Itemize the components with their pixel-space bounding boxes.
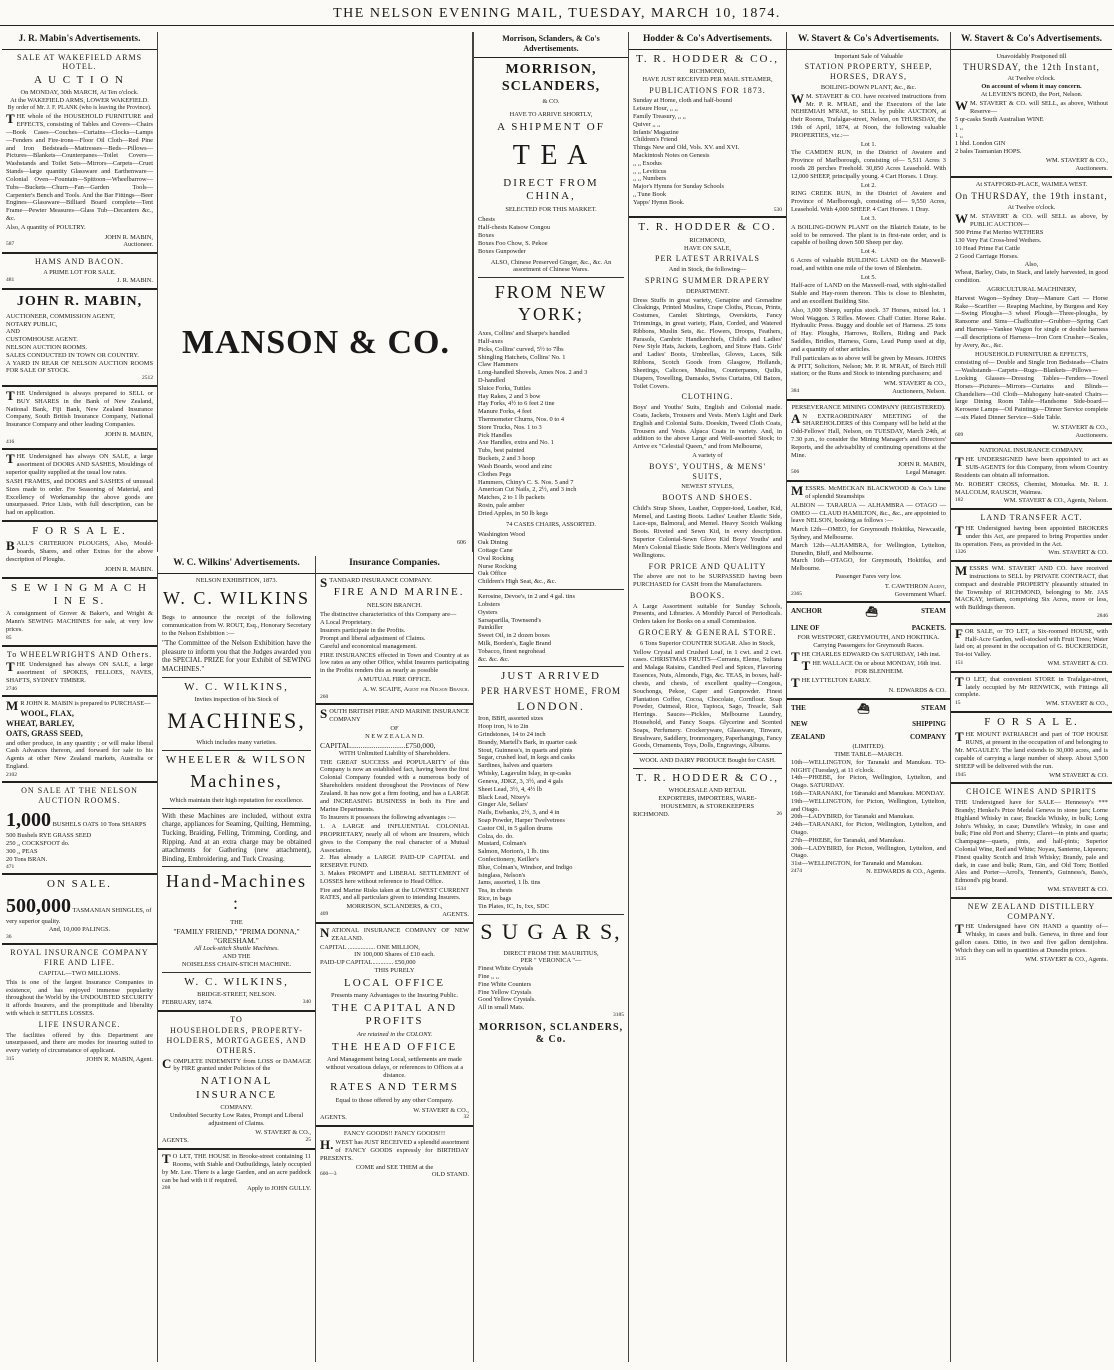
list-item: Oak Dining	[478, 539, 508, 547]
list-item: Clothes Pegs	[478, 470, 512, 478]
list-item: Fine White Counters	[478, 980, 532, 988]
list-item: 130 Very Fat Cross-bred Wethers.	[955, 237, 1042, 245]
list-item: WHEAT, BARLEY,	[6, 719, 75, 729]
list-item: Stout, Guinness's, in quarts and pints	[478, 746, 573, 754]
ad-title: SALE AT WAKEFIELD ARMS HOTEL.	[16, 52, 143, 72]
list-item: Brandy, Martell's Bark, in quarter cask	[478, 738, 577, 746]
list-item: Tin Plates, IC, Ix, Ixx, SDC	[478, 902, 549, 910]
manson-ad: MANSON & CO. 606	[157, 32, 473, 552]
list-item: A Local Proprietary.	[320, 619, 372, 627]
jrm-lines	[6, 313, 153, 376]
list-item: Sarsaparilla, Townsend's	[478, 616, 542, 624]
list-item: Yapps' Hymn Book.	[633, 198, 685, 206]
list-item: Soap Powder, Harper Twelvetrees	[478, 816, 565, 824]
list-item: Finest White Crystals	[478, 965, 534, 973]
list-item: Store Trucks, Nos. 1 to 3	[478, 423, 542, 431]
list-item: Tubs, best painted	[478, 447, 525, 455]
list-item: ,, Tune Book	[633, 191, 667, 199]
timetable-list	[791, 759, 946, 868]
list-item: ,, ,, Exodus	[633, 159, 662, 167]
list-item: Grindstones, 14 to 24 inch	[478, 731, 546, 738]
list-item: Insurers participate in the Profits.	[320, 627, 406, 635]
manson-title: MANSON & CO.	[182, 324, 450, 361]
list-item: 3. Makes PROMPT and LIBERAL SETTLEMENT of LOSSES here without reference to Head Office.	[320, 870, 469, 885]
list-item: 2 Good Carriage Horses.	[955, 252, 1019, 260]
list-item: Milk, Borden's, Eagle Brand	[478, 639, 552, 647]
list-item: D-handled	[478, 376, 505, 384]
list-item: Quiver ,, ,,	[633, 120, 661, 128]
list-item: NOTARY PUBLIC,	[6, 320, 58, 328]
list-item: 27th—PHŒBE, for Taranaki, and Manukau.	[791, 836, 905, 844]
list-item: Cottage Cane	[478, 547, 513, 554]
list-item: Hoop iron, ⅛ to 2in	[478, 723, 529, 731]
list-item: Jams, assorted, 1 lb. tins	[478, 879, 541, 887]
list-item: 16th—TARANAKI, for Taranaki and Manukau. MONDAY.	[791, 789, 945, 797]
list-item: Oysters	[478, 608, 498, 616]
list-item: 5 qr-casks South Australian WINE	[955, 116, 1044, 124]
list-item: Black Lead, Nixey's	[478, 793, 530, 801]
list-item: Family Treasury, ,, ,,	[633, 112, 686, 120]
wine-list	[955, 116, 1108, 155]
list-item: Mackintosh Notes on Genesis	[633, 152, 710, 160]
list-item: March 12th—ALHAMBRA, for Wellington, Lyttelton, Dunedin, Bluff, and Melbourne.	[791, 541, 946, 557]
list-item: Good Yellow Crystals.	[478, 996, 536, 1004]
sailings-list	[791, 526, 946, 573]
list-item: Fine Yellow Crystals	[478, 988, 532, 996]
list-item: Chests	[478, 216, 496, 224]
list-item: Leisure Hour, ,, ,,	[633, 105, 678, 113]
list-item: Sluice Forks, Tuttles	[478, 384, 531, 392]
list-item: Hay Rakes, 2 and 3 bow	[478, 392, 541, 400]
features-list	[320, 619, 469, 650]
list-item: 2 bales Tasmanian HOPS.	[955, 147, 1022, 155]
list-item: Long-handled Shovels, Ames Nos. 2 and 3	[478, 369, 588, 377]
list-item: Manure Forks, 4 feet	[478, 408, 532, 416]
section-header: J. R. Mabin's Advertisements.	[2, 32, 157, 50]
column-mabin: J. R. Mabin's Advertisements. SALE AT WAKEFIELD ARMS HOTEL. A U C T I O N On MONDAY, 30th MARCH, At Ten o'clock. At the WAKEFIELD ARMS, LOWER WAKEFIELD. By order of Mr. J. F. PLANK (who is leaving the Province). THE whole of the HOUSEHOLD FURNITURE and EFFECTS, consisting of Tables and Covers—Chairs—Book Cases—Couches—Curtains—Clocks—Lamps—Fenders and Fire-irons—Floor Oil Cloth—Red Pine and Iron Bedsteads—Mattresses—Beds—Pillows—Pictures—Blankets—Counterpanes—Toilet Covers—Washstands and Toilet Sets—Mirrors—Carpets—Cruet Stands—large quantity Glassware and Earthenware—Colonial Oven—Fountain—Spittoon—Wheelbarrow—Tubs—Buckets—Churn—Fan—Garden Tools—Carpenter's Bench and Tools. And the Bar Fittings—Beer Engines—Glassware—Billiard Board complete—Tent Frame—Pewter Measures—Glass Tub—Decanters &c., &c. Also, A quantity of POULTRY. JOHN R. MABIN, 587 Auctioneer. HAMS AND BACON. A PRIME LOT FOR SALE. 481 J. R. MABIN. JOHN R. MABIN, AUCTIONEER, COMMISSION AGENT, NOTARY PUBLIC, AND CUSTOMHOUSE AGENT. NELSON AUCTION ROOMS. SALES CONDUCTED IN TOWN OR COUNTRY. A YARD IN REAR OF NELSON AUCTION ROOMS FOR SALE OF STOCK. 2512 THE Undersigned is always prepared to SELL or BUY SHARES in the Bank of New Zealand, National Bank, Fiji Bank, New Zealand Insurance Company, South British Insurance Company, National Insurance Company and other leading Companies. JOHN R. MABIN, 416 THE Undersigned has always ON SALE, a large assortment of DOORS AND SASHES, Mouldings of superior quality supplied at the usual low rates. SASH FRAMES, and DOORS and SASHES of unusual Sizes made to order. Fre Seasoning of Material, and Excellency of Workmanship the above goods are unsurpassed. Price Lists, with full description, can be had on application. F O R S A L E. BALL'S CRITERION PLOUGHS, Also, Mould-boards, Shares, and other Extras for the above description of Ploughs. JOHN R. MABIN. S E W I N G M A C H I N E S. A consignment of Grover & Baker's, and Wright & Mann's SEWING MACHINES for sale, at very low prices. 85 To WHEELWRIGHTS AND Others. THE Undersigned has always ON SALE, a large assortment of SPOKES, FELLOES, NAVES, SHAFTS, SYDNEY TIMBER. 2746 MR JOHN R. MABIN is prepared to PURCHASE— WOOL, FLAX, WHEAT, BARLEY, OATS, GRASS SEED, and other produce, in any quantity ; or will make liberal Cash Advances thereon, and forward for sale to his Agents at other New Zealand markets, Australia or England. 2102 ON SALE AT THE NELSON AUCTION ROOMS. 1,000 BUSHELS OATS 10 Tons SHARPS 500 Bushels RYE GRASS SEED 250 ,, COCKSFOOT do. 300 ,, PEAS 20 Tons BRAN. 471 ON SALE. 500,000 TASMANIAN SHINGLES, of very superior quality. And, 10,000 PALINGS. 36 ROYAL INSURANCE COMPANY FIRE AND LIFE. CAPITAL—TWO MILLIONS. This is one of the largest Insurance Companies in existence, and has enjoyed immense popularity throughout the World by the UNDOUBTED SECURITY it affords Insurers, and the promptitude and liberality with which it SETTLES LOSSES. LIFE INSURANCE. The facilities offered by this Department are unsurpassed, and there are modes for insuring suited to every variety of circumstance of applicant. 315 JOHN R. MABIN, Agent.	[2, 32, 157, 1362]
list-item: Tea, in chests	[478, 887, 513, 895]
list-item: Thermometer Churns, Nos. 0 to 4	[478, 416, 565, 423]
list-item: Major's Hymns for Sunday Schools	[633, 183, 724, 191]
list-item: ,, ,, Numbers	[633, 175, 667, 183]
list-item: Buckets, 2 and 3 hoop	[478, 455, 535, 463]
teas-list	[478, 216, 624, 255]
list-item: Mustard, Colman's	[478, 840, 527, 848]
list-item: Castor Oil, in 5 gallon drums	[478, 824, 553, 832]
list-item: American Cut Nails, 2, 2½, and 3 inch	[478, 486, 577, 494]
list-item: 10th—WELLINGTON, for Taranaki and Manukau. TO-NIGHT (Tuesday), at 11 o'clock.	[791, 758, 946, 774]
column-morrison: Morrison, Sclanders, & Co's Advertisements. MORRISON, SCLANDERS, & CO. HAVE TO ARRIVE SHORTLY, A SHIPMENT OF T E A DIRECT FROM CHINA, SELECTED FOR THIS MARKET. Chests Half-chests Kaisow Congou Boxes Boxes Foo Chow, S. Pekoe Boxes Gunpowder ALSO, Chinese Preserved Ginger, &c., &c. An assortment of Chinese Wares. FROM NEW YORK; Axes, Collins' and Sharpe's handled Half-axes Picks, Collins' curved, 5½ to 7lbs Shingling Hatchets, Collins' No. 1 Claw Hammers Long-handled Shovels, Ames Nos. 2 and 3 D-handled Sluice Forks, Tuttles Hay Rakes, 2 and 3 bow Hay Forks, 4½ to 6 feet 2 tine Manure Forks, 4 feet Thermometer Churns, Nos. 0 to 4 Store Trucks, Nos. 1 to 3 Pick Handles Axe Handles, extra and No. 1 Tubs, best painted Buckets, 2 and 3 hoop Wash Boards, wood and zinc Clothes Pegs Hammers, Chiny's C. S. Nos. 5 and 7 American Cut Nails, 2, 2½, and 3 inch Matches, 2 to 1 lb packets Rosin, pale amber Dried Apples, in 50 lb kegs 74 CASES CHAIRS, ASSORTED. Washington Wood Oak Dining Cottage Cane Oval Rocking Nurse Rocking Oak Office Children's High Seat, &c., &c. Kerosine, Devoe's, in 2 and 4 gal. tins Lobsters Oysters Sarsaparilla, Townsend's Painkiller Sweet Oil, in 2 dozen boxes Milk, Borden's, Eagle Brand Tobacco, finest negrohead &c. &c. &c. JUST ARRIVED PER HARVEST HOME, FROM LONDON. Iron, BBH, assorted sizes Hoop iron, ⅛ to 2in Grindstones, 14 to 24 inch Brandy, Martell's Bark, in quarter cask Stout, Guinness's, in quarts and pints Sugar, crushed loaf, in kegs and casks Sardines, halves and quarters Whisky, Lagavulin Islay, in qr-casks Geneva, JDKZ, 3, 3½, and 4 gals Sheet Lead, 3½, 4, 4½ lb Black Lead, Nixey's Ginger Ale, Sellars' Nails, Ewbanks, 2½, 3, and 4 in Soap Powder, Harper Twelvetrees Castor Oil, in 5 gallon drums Colza, do. do. Mustard, Colman's Salmon, Morton's, 1 lb. tins Confectionery, Keiller's Blue, Colman's, Windsor, and Indigo Isinglass, Nelson's Jams, assorted, 1 lb. tins Tea, in chests Rice, in bags Tin Plates, IC, Ix, Ixx, SDC S U G A R S, DIRECT FROM THE MAURITIUS, PER " VERONICA "— Finest White Crystals Fine ,, ,, Fine White Counters Fine Yellow Crystals Good Yellow Crystals. All in small Mats. 3185 MORRISON, SCLANDERS, & Co.	[473, 32, 628, 1362]
ny-list	[478, 330, 624, 518]
list-item: Ginger Ale, Sellars'	[478, 801, 528, 809]
list-item: 24th—TARANAKI, for Picton, Wellington, Lyttelton, and Otago.	[791, 821, 946, 837]
list-item: Isinglass, Nelson's	[478, 871, 526, 879]
list-item: 250 ,, COCKSFOOT do.	[6, 840, 70, 848]
sugar-list	[478, 965, 624, 1012]
list-item: AND	[6, 328, 20, 336]
list-item: Prompt and liberal adjustment of Claims.	[320, 635, 426, 643]
list-item: Tobacco, finest negrohead	[478, 647, 546, 655]
list-item: AUCTIONEER, COMMISSION AGENT,	[6, 312, 115, 320]
list-item: 1 ,,	[955, 124, 963, 132]
list-item: Washington Wood	[478, 531, 525, 539]
ad-subtitle: A U C T I O N	[34, 74, 125, 87]
list-item: Fine ,, ,,	[478, 972, 499, 980]
oats-list	[6, 832, 153, 863]
list-item: Nails, Ewbanks, 2½, 3, and 4 in	[478, 809, 560, 817]
stock-list	[955, 229, 1108, 260]
column-hodder: Hodder & Co's Advertisements. T. R. HODDER & CO., RICHMOND, HAVE JUST RECEIVED PER MAIL STEAMER, PUBLICATIONS FOR 1873. Sunday at Home, cloth and half-bound Leisure Hour, ,, ,, Family Treasury, ,, ,, Quiver ,, ,, Infants' Magazine Children's Friend Things New and Old, Vols. XV. and XVI. Mackintosh Notes on Genesis ,, ,, Exodus ,, ,, Leviticus ,, ,, Numbers Major's Hymns for Sunday Schools ,, Tune Book Yapps' Hymn Book. 530 T. R. HODDER & CO. RICHMOND, HAVE ON SALE, PER LATEST ARRIVALS And in Stock, the following— SPRING SUMMER DRAPERY DEPARTMENT. Dress Stuffs in great variety, Genapine and Grenadine Cloakings, Printed Muslins, Crape Cloths, Piccas, Prints, Costumes, Camlet Shirtings, Overskirts, Fancy Trimmings, in great variety, Plain, Corded, and Watered Ribbons, Muslin Sets, &c. Flowers, Droops, Feathers, Parasols, Cambric Handkerchiefs, Child's and Ladies' New Style Hats, Jackets, Leghorn, and Straw Hats. Girls' and Ladies' Boots, Umbrellas, Gloves, Laces, Silk Ribbons, Scotch Goods from Glasgow, Hollands, Sheetings, Calicoes, Muslins, Counterpanes, Quilts, Diapers, Towelling, Damasks, Swiss Curtains, Oil Baizes, Toilet Covers. CLOTHING. Boys' and Youths' Suits, English and Colonial made. Coats, Jackets, Trousers and Vests. Men's Light and Dark English and Colonial Suits. Doeskin, Tweed Cloth Coats, Trousers and Vests. Alpaca Coats in variety. And, in addition to the above Large and Well-assorted Stock; to Arrive ex "Celestial Queen," and from Melbourne, A variety of BOYS', YOUTHS, & MENS' SUITS, NEWEST STYLES, BOOTS AND SHOES. Child's Strap Shoes, Leather, Copper-toed, Leather, Kid, Memel, and Lasting Boots. Ladies' Leather Elastic Side, Lace-ups, Balmoral, and Memel. Heavy Scotch Walking Boots. Riveted and Sewn Kid, in every description. Superior Colonial-Sewn Glove Kid Boys' Youths' and Men's Colonial Elastic Side Boots. Men's Wellingtons and Wellingtons. FOR PRICE AND QUALITY The above are not to be SURPASSED having been PURCHASED for CASH from the Manufacturers. BOOKS. A Large Assortment suitable for Sunday Schools, Presents, and Libraries. A Monthly Parcel of Periodicals. Orders taken for Books on a small Commission. GROCERY & GENERAL STORE. 6 Tons Superior COUNTER SUGAR. Also in Stock, Yellow Crystal and Crushed Loaf, in 1 cwt. and 2 cwt. cases. CHRISTMAS FRUITS—Currants, Eleme, Sultana and Malaga Raisins, Candied Peel and Spices, Flavoring Essences, Nuts, Almonds, Figs, &c. TEAS, in boxes, half-chests, and chests, of excellent quality—Congous, Souchongs, Pekoe, Caper and Gunpowder. Finest Plantation Coffee, Cocoa, Chocolate, Cornflour. Soap Powder, Oatmeal, Rice, Tapioca, Sago, Treacle, Salt Herrings. Sauces—Pickles, Melbourne Laundry, Household, and Fancy Soaps. Glycerine and Scented Soaps, Perfumery. Crockeryware, Glassware, Tinware, Brushware, Saddlery, Ironmongery, Paperhangings, Fancy Goods, Ornaments, Toys, Dolls, Engravings, Albums. WOOL AND DAIRY PRODUCE Bought for CASH. T. R. HODDER & CO., WHOLESALE AND RETAIL EXPORTERS, IMPORTERS, WARE- HOUSEMEN, & STOREKEEPERS RICHMOND. 26	[628, 32, 786, 1362]
list-item: 20 Tons BRAN.	[6, 855, 48, 863]
list-item: ,, ,, Leviticus	[633, 167, 667, 175]
list-item: Dried Apples, in 50 lb kegs	[478, 509, 548, 517]
list-item: Blue, Colman's, Windsor, and Indigo	[478, 863, 573, 871]
list-item: 300 ,, PEAS	[6, 848, 38, 855]
list-item: Claw Hammers	[478, 361, 518, 369]
list-item: Hammers, Chiny's C. S. Nos. 5 and 7	[478, 478, 574, 486]
list-item: &c. &c. &c.	[478, 655, 510, 663]
list-item: 1 ,,	[955, 132, 963, 140]
list-item: Oak Office	[478, 570, 507, 578]
list-item: Wash Boards, wood and zinc	[478, 462, 553, 470]
list-item: Half-chests Kaisow Congou	[478, 224, 551, 232]
list-item: Half-axes	[478, 337, 503, 345]
list-item: 1. A LARGE and INFLUENTIAL COLONIAL PROPRIETARY, nearly all of whom are Insurers, which gives to the Company the real character of a Mutual Association.	[320, 823, 469, 854]
list-item: SALES CONDUCTED IN TOWN OR COUNTRY.	[6, 351, 139, 359]
list-item: Boxes	[478, 232, 494, 240]
list-item: Kerosine, Devoe's, in 2 and 4 gal. tins	[478, 593, 575, 601]
list-item: Nurse Rocking	[478, 562, 517, 570]
london-list	[478, 715, 624, 910]
list-item: 19th—WELLINGTON, for Picton, Wellington, Lyttelton, and Otago.	[791, 797, 946, 813]
misc-list	[478, 593, 624, 663]
list-item: Hay Forks, 4½ to 6 feet 2 tine	[478, 400, 555, 408]
list-item: Shingling Hatchets, Collins' No. 1	[478, 353, 566, 361]
list-item: 500 Bushels RYE GRASS SEED	[6, 832, 92, 840]
list-item: Matches, 2 to 1 lb packets	[478, 494, 545, 502]
list-item: Confectionery, Keiller's	[478, 856, 539, 863]
list-item: Sugar, crushed loaf, in kegs and casks	[478, 754, 575, 762]
produce-list	[6, 709, 153, 738]
list-item: Picks, Collins' curved, 5½ to 7lbs	[478, 345, 564, 353]
list-item: 30th—LADYBIRD, for Picton, Wellington, Lyttelton, and Otago.	[791, 844, 946, 860]
list-item: 500 Prime Fat Merino WETHERS	[955, 229, 1044, 237]
list-item: 1 hhd. London GIN	[955, 139, 1006, 147]
list-item: Whisky, Lagavulin Islay, in qr-casks	[478, 770, 572, 778]
list-item: All in small Mats.	[478, 1004, 525, 1012]
column-insurance: Insurance Companies. STANDARD INSURANCE COMPANY. FIRE AND MARINE. NELSON BRANCH. The distinctive characteristics of this Company are— A Local Proprietary. Insurers participate in the Profits. Prompt and liberal adjustment of Claims. Careful and economical management. FIRE INSURANCES effected in Town and Country at as low rates as any other Office, whilst Insurers participating in the Profits renders this as nearly as possible A MUTUAL FIRE OFFICE. A. W. SCAIFE, Agent for Nelson Branch. 260 SOUTH BRITISH FIRE AND MARINE INSURANCE COMPANY OF N E W Z E A L A N D. CAPITAL.............................£750,000, WITH Unlimited Liability of Shareholders. THE GREAT SUCCESS and POPULARITY of this Company is now an established fact, having been the first Colonial Company founded with a numerous body of Shareholders resident throughout the Provinces of New Zealand. It has now got a firm footing, and has a LARGE and INCREASING BUSINESS in both its Fire and Marine Departments. To Insurers it possesses the following advantages :— 1. A LARGE and INFLUENTIAL COLONIAL PROPRIETARY, nearly all of whom are Insurers, which gives to the Company the real character of a Mutual Association. 2. Has already a LARGE PAID-UP CAPITAL and RESERVE FUND. 3. Makes PROMPT and LIBERAL SETTLEMENT of LOSSES here without reference to Head Office. Fire and Marine Risks taken at the LOWEST CURRENT RATES, and all particulars given to intending Insurers. MORRISON, SCLANDERS, & CO., 409 AGENTS. NATIONAL INSURANCE COMPANY OF NEW ZEALAND. CAPITAL ................. ONE MILLION, IN 100,000 Shares of £10 each. PAID-UP CAPITAL............. £50,000 THIS PURELY LOCAL OFFICE Presents many Advantages to the Insuring Public. THE CAPITAL AND PROFITS Are retained in the COLONY. THE HEAD OFFICE And Management being Local, settlements are made without vexatious delays, or references to Offices at a distance. RATES AND TERMS Equal to those offered by any other Company. W. STAVERT & CO., AGENTS. 32 FANCY GOODS!! FANCY GOODS!!! H.WEST has JUST RECEIVED a splendid assortment of FANCY GOODS expressly for BIRTHDAY PRESENTS. COME and SEE THEM at the 600—3 OLD STAND.	[315, 556, 473, 1362]
chairs-list	[478, 531, 624, 586]
list-item: Pick Handles	[478, 431, 512, 439]
column-wilkins: W. C. Wilkins' Advertisements. NELSON EXHIBITION, 1873. W. C. WILKINS Begs to announce the receipt of the following communication from W. ROUT, Esq., Honorary Secretary to the Nelson Exhibition :— "The Committee of the Nelson Exhibition have the pleasure to inform you that the Judges awarded you the SPECIAL PRIZE for your Exhibit of SEWING MACHINES." W. C. WILKINS, Invites inspection of his Stock of MACHINES, Which includes many varieties. WHEELER & WILSON Machines, Which maintain their high reputation for excellence. With these Machines are included, without extra charge, appliances for Seaming, Quilting, Hemming, Tucking, Braiding, Felling, Trimming, Cording, and Ripping. And at an extra charge may be obtained attachments for Gathering (new attachment), Binding, Embroidering, and Tuck Creasing. Hand-Machines : THE "FAMILY FRIEND," "PRIMA DONNA," "GRESHAM." All Lock-stitch Shuttle Machines. AND THE NOISELESS CHAIN-STICH MACHINE. W. C. WILKINS, BRIDGE-STREET, NELSON. FEBRUARY, 1874. 340 TO HOUSEHOLDERS, PROPERTY-HOLDERS, MORTGAGEES, AND OTHERS. COMPLETE INDEMNITY from LOSS or DAMAGE by FIRE granted under Policies of the NATIONAL INSURANCE COMPANY. Undoubted Security Low Rates, Prompt and Liberal adjustment of Claims. W. STAVERT & CO., AGENTS. 25 TO LET, THE HOUSE in Brooke-street containing 11 Rooms, with Stable and Outbuildings, lately occupied by Mr. Lee. There is a large Garden, and an acre paddock can be had with it if required. 208 Apply to JOHN GULLY.	[157, 556, 315, 1362]
list-item: A YARD IN REAR OF NELSON AUCTION ROOMS FOR SALE OF STOCK.	[6, 359, 153, 375]
list-item: 31st—WELLINGTON, for Taranaki and Manukau.	[791, 860, 923, 868]
column-stavert-2: W. Stavert & Co's Advertisements. Unavoidably Postponed till THURSDAY, the 12th Instant, At Twelve o'clock. On account of whom it may concern. At LEVIEN'S BOND, the Port, Nelson. WM. STAVERT & CO. will SELL, as above, Without Reserve— 5 qr-casks South Australian WINE 1 ,, 1 ,, 1 hhd. London GIN 2 bales Tasmanian HOPS. WM. STAVERT & CO., Auctioneers. At STAFFORD-PLACE, WAIMEA WEST. On THURSDAY, the 19th instant, At Twelve o'clock. WM. STAVERT & CO. will SELL as above, by PUBLIC AUCTION— 500 Prime Fat Merino WETHERS 130 Very Fat Cross-bred Wethers. 10 Head Prime Fat Cattle 2 Good Carriage Horses. Also, Wheat, Barley, Oats, in Stack, and lately harvested, in good condition. AGRICULTURAL MACHINERY, Harvest Wagon—Sydney Dray—Manure Cart — Horse Rake—Scarifier — Reaping Machine, by Burgess and Key—Swing Ploughs—3 wheel Plough—Three-ploughs, by Ransome and Sims—Chaffcutter—Grubber—Spring Cart and Harness—Yankee Wagon for single or double harness—all descriptions of Harness—Iron Corn Crusher—Scales, by Avery, &c., &c. HOUSEHOLD FURNITURE & EFFECTS, consisting of— Double and Single Iron Bedsteads—Chairs—Washstands—Carpets—Rugs—Blankets—Pillows—Looking Glasses—Dressing Tables—Fenders—Towel Horses—Pictures—Mirrors—Curtains and Blinds—Chandeliers—Oil Cloth—Mahogany hair-seated Chairs—large Dining Room Table—Handsome Side-board—Kerosene Lamps—Oil Paintings—Dinner Service complete—six Plated Dinner Service—Side Table. W. STAVERT & CO., 609 Auctioneers. NATIONAL INSURANCE COMPANY. THE UNDERSIGNED have been appointed to act as SUB-AGENTS for this Company, from whom Country Residents can obtain all information. Mr. ROBERT CROSS, Chemist, Motueka. Mr. R. J. MALCOLM, RAUSCH, Waimea. 182 WM. STAVERT & CO., Agents, Nelson. LAND TRANSFER ACT. THE Undersigned having been appointed BROKERS under this Act, are prepared to bring Properties under its operation. Fees, as provided in the Act. 1326 Wm. STAVERT & CO. MESSRS WM. STAVERT AND CO. have received instructions to SELL by PRIVATE CONTRACT, that compact and desirable PROPERTY pleasantly situated in the Township of RICHMOND, belonging to Mr. JAS MACKAY, tertiam, comprising Six Acres, more or less, with Buildings thereon. 2846 FOR SALE, or TO LET, a Six-roomed HOUSE, with Half-Acre Garden, well-stocked with Fruit Trees; Water laid on; at present in the occupation of G. BUCKERIDGE, Toi-toi Valley. 151 WM. STAVERT & CO. TO LET, that convenient STORE in Trafalgar-street, lately occupied by Mr RENWICK, with Fittings all complete. 15 WM. STAVERT & CO., F O R S A L E. THE MOUNT PATRIARCH and part of TOP HOUSE RUNS, at present in the occupation of and belonging to Mr. M'GAULEY. The land extends to 30,000 acres, and is capable of carrying a large number of sheep. About 3,500 SHEEP will be delivered with the run. 1945 WM STAVERT & CO. CHOICE WINES AND SPIRITS THE Undersigned have for SALE— Hennessy's *** Brandy; Henkel's Prize Medal Geneva in stone jars; Lorne Highland Whisky in case; Brackla Whisky, in bulk; Long John's Whisky, in case; Dunville's Whisky, in case and bulk; Fine old Port and Sherry; Claret—in pints and quarts; Champagne—quarts, pints, and half-pints; Superior Colonial Wine, Red and White; Noyau, Santerne, Liqueurs; Finest quality Scotch and Irish Whisky; Brandy, pale and dark, in case and bulk; Rum, Gin, and Old Tom; Bottled Ales and Porter—Arrol's, Tennent's, Guinness's, Bass's, Edmond's pig brand. 1534 WM. STAVERT & CO. NEW ZEALAND DISTILLERY COMPANY. THE Undersigned have ON HAND a quantity of— Whisky, in cases and bulk. Geneva, in three and four gallon cases. Ditto, in two and five gallon demijohns. Which they can sell in quantities at Dunedin prices. 3135 WM. STAVERT & CO., Agents.	[950, 32, 1112, 1362]
list-item: NELSON AUCTION ROOMS.	[6, 343, 88, 351]
list-item: Colza, do. do.	[478, 832, 514, 840]
list-item: Things New and Old, Vols. XV. and XVI.	[633, 144, 740, 152]
list-item: 2. Has already a LARGE PAID-UP CAPITAL and RESERVE FUND.	[320, 854, 469, 870]
steamship-icon: ⛴	[857, 703, 870, 715]
masthead: THE NELSON EVENING MAIL, TUESDAY, MARCH 10, 1874.	[0, 4, 1114, 26]
steamship-icon: ⛴	[865, 607, 878, 619]
pubs-list	[633, 97, 782, 206]
list-item: Children's Friend	[633, 136, 678, 144]
list-item: Lobsters	[478, 600, 501, 608]
list-item: Geneva, JDKZ, 3, 3½, and 4 gals	[478, 777, 564, 785]
list-item: March 16th—OTAGO, for Greymouth, Hokitika, and Melbourne.	[791, 557, 946, 573]
list-item: Children's High Seat, &c., &c.	[478, 578, 557, 586]
advantages-list	[320, 823, 469, 886]
list-item: Boxes Gunpowder	[478, 247, 526, 255]
list-item: Sheet Lead, 3½, 4, 4½ lb	[478, 785, 542, 793]
list-item: Painkiller	[478, 624, 503, 632]
list-item: Careful and economical management.	[320, 642, 417, 650]
list-item: 20th—LADYBIRD, for Taranaki and Manukau.	[791, 813, 915, 821]
list-item: Sweet Oil, in 2 dozen boxes	[478, 632, 550, 640]
list-item: Axes, Collins' and Sharpe's handled	[478, 330, 570, 338]
column-stavert-1: W. Stavert & Co's Advertisements. Important Sale of Valuable STATION PROPERTY, SHEEP, HORSES, DRAYS, BOILING-DOWN PLANT, &c., &c. WM. STAVERT & CO. have received instructions from Mr. P. R. M'RAE, and the Executors of the late NEHEMIAH M'RAE, to SELL by public AUCTION, at their Rooms, Trafalgar-street, Nelson, on THURSDAY, the 19th of April, 1874, at Noon, the following valuable PROPERTIES, viz.:— Lot 1. The CAMDEN RUN, in the District of Awatere and Province of Marlborough, consisting of— 5,511 Acres 3 roods 28 perches Freehold. 30,850 Acres Leasehold. With 12,000 SHEEP, principally young. 4 Cart Horses. 1 Dray. Lot 2. RING CREEK RUN, in the District of Awatere and Province of Marlborough, consisting of— 9,550 Acres, Leasehold. With 4,000 SHEEP. 4 Cart Horses. 1 Dray. Lot 3. A BOILING-DOWN PLANT on the Blairich Estate, to be sold to be removed. The plant is in first-rate order, and is capable of boiling down 500 Sheep per day. Lot 4. 6 Acres of valuable BUILDING LAND on the Maxwell-road, and within one mile of the town of Blenheim. Lot 5. Half-acre of LAND on the Maxwell-road, with sight-stalled Stable and Hay-room thereon. This is close to Blenheim, and an excellent Building Site. Also, 3,000 Sheep, surplus stock. 37 Horses, mixed lot. 1 Wool Waggon. 3 Rifles. Mower. Chaff Cutter. Horse Rake. Hydraulic Press. Buggy and double set of Harness. 25 tons of Hay. Ploughs, Harrows, Rollers, Riding and Pack Saddles, Bridles, Harness, Guns, Lead Pump used at dip, and a quantity of other articles. Full particulars as to above will be given by Messrs. JOHNS & PITT, Solicitors, Nelson; Mr. P. R. M'RAE, of Birch Hill station; or the Runs and Stock to intending purchasers; and WM. STAVERT & CO., 384 Auctioneers, Nelson. PERSEVERANCE MINING COMPANY (REGISTERED). AN EXTRAORDINARY MEETING of the SHAREHOLDERS of this Company will be held at the Odd-Fellows' Hall, Nelson, on TUESDAY, March 24th, at 7.30 p.m., to consider the Mining Manager's and Directors' Reports, and the advisability of continuing operations at the Mine. JOHN R. MABIN, 506 Legal Manager. MESSRS. McMECKAN BLACKWOOD & Co.'s Line of splendid Steamships ALBION — TARARUA — ALHAMBRA — OTAGO — OMEO — CLAUD HAMILTON, &c., &c., are appointed to leave NELSON, booking as follows :— March 12th—OMEO, for Greymouth Hokitika, Newcastle, Sydney, and Melbourne. March 12th—ALHAMBRA, for Wellington, Lyttelton, Dunedin, Bluff, and Melbourne. March 16th—OTAGO, for Greymouth, Hokitika, and Melbourne. Passenger Fares very low. T. CAWTHRON Agent, 2365 Government Wharf. ANCHOR ⛴ STEAM LINE OF PACKETS. FOR WESTPORT, GREYMOUTH, AND HOKITIKA. Carrying Passengers for Greymouth Races. THE CHARLES EDWARD On SATURDAY, 14th inst. THE WALLACE On or about MONDAY, 16th inst. FOR BLENHEIM. THE LYTTELTON EARLY. N. EDWARDS & CO. THE ⛴ STEAM NEW SHIPPING ZEALAND COMPANY (LIMITED). TIME TABLE—MARCH. 10th—WELLINGTON, for Taranaki and Manukau. TO-NIGHT (Tuesday), at 11 o'clock. 14th—PHŒBE, for Picton, Wellington, Lyttelton, and Otago. SATURDAY. 16th—TARANAKI, for Taranaki and Manukau. MONDAY. 19th—WELLINGTON, for Picton, Wellington, Lyttelton, and Otago. 20th—LADYBIRD, for Taranaki and Manukau. 24th—TARANAKI, for Picton, Wellington, Lyttelton, and Otago. 27th—PHŒBE, for Taranaki, and Manukau. 30th—LADYBIRD, for Picton, Wellington, Lyttelton, and Otago. 31st—WELLINGTON, for Taranaki and Manukau. 2474 N. EDWARDS & CO., Agents.	[786, 32, 950, 1362]
list-item: Oval Rocking	[478, 554, 514, 562]
list-item: March 12th—OMEO, for Greymouth Hokitika, Newcastle, Sydney, and Melbourne.	[791, 526, 946, 541]
list-item: Sardines, halves and quarters	[478, 762, 553, 770]
list-item: Salmon, Morton's, 1 lb. tins	[478, 848, 549, 856]
list-item: WOOL, FLAX,	[20, 709, 74, 719]
list-item: Sunday at Home, cloth and half-bound	[633, 97, 733, 105]
list-item: Axe Handles, extra and No. 1	[478, 439, 554, 447]
list-item: Iron, BBH, assorted sizes	[478, 715, 544, 723]
list-item: 10 Head Prime Fat Cattle	[955, 244, 1020, 252]
list-item: Boxes Foo Chow, S. Pekoe	[478, 239, 548, 247]
list-item: OATS, GRASS SEED,	[6, 728, 83, 738]
list-item: 14th—PHŒBE, for Picton, Wellington, Lyttelton, and Otago. SATURDAY.	[791, 774, 946, 790]
list-item: Rice, in bags	[478, 895, 512, 903]
list-item: Infants' Magazine	[633, 128, 679, 136]
list-item: Rosin, pale amber	[478, 501, 525, 509]
list-item: CUSTOMHOUSE AGENT.	[6, 336, 78, 344]
